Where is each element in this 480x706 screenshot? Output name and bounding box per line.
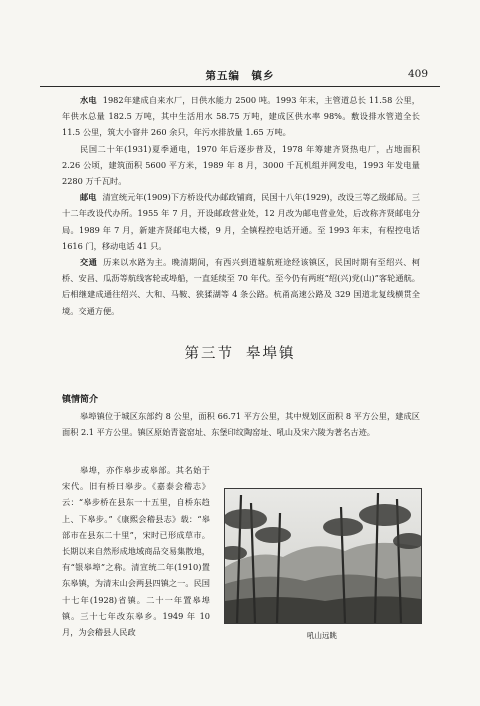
top-paragraphs: [62, 92, 420, 319]
landscape-photo: [224, 488, 422, 624]
paragraph-transport: [62, 254, 420, 319]
paragraph-text: 民国二十年(1931)夏季通电，1970 年后逐步普及，1978 年筹建齐贤热电厂，占地面积 2.26 公顷，建筑面积 5600 平方米，1989 年 8 月，3000 千瓦机组并网发电，1993 年发电量 2280 万千瓦时。: [62, 143, 420, 187]
section-title: [0, 342, 480, 363]
page-number: 409: [407, 68, 428, 80]
history-paragraph: 皋埠，亦作皋步或皋部。其名始于宋代。旧有桥曰皋步。《嘉泰会稽志》云：“皋步桥在县东一十五里，自桥东趋上、下皋步。”《康熙会稽县志》载：“皋部市在县东二十里”，宋时已形成草市。长期以来自然形成地域商品交易集散地，有“银皋埠”之称。清宣统二年(1910)置东皋镇，为清末山会两县四镇之一。民国十七年(1928)省镇。二十一年置皋埠镇。三十七年改东皋乡。1949 年 10 月，为会稽县人民政: [62, 465, 210, 638]
sub-heading: 镇情简介: [62, 395, 99, 405]
intro-block: [62, 408, 420, 440]
running-header: [40, 68, 440, 84]
paragraph-power: [62, 141, 420, 190]
paragraph-lead: 交通: [80, 257, 98, 268]
paragraph-water: [62, 92, 420, 141]
header-rule: [40, 86, 440, 87]
history-block: [62, 462, 210, 640]
intro-paragraph: 皋埠镇位于城区东部约 8 公里，面积 66.71 平方公里，其中规划区面积 8 平方公里，建成区面积 2.1 平方公里。镇区原始青瓷窑址、东堡印纹陶窑址、吼山及宋六陵为著名古迹。: [62, 411, 420, 438]
chapter-title: 第五编 镇乡: [205, 70, 275, 82]
paragraph-text: 清宣统元年(1909)下方桥设代办邮政铺商，民国十八年(1929)，改设三等乙级邮局。三十二年改设代办所。1955 年 7 月，开设邮政营业处，12 月改为邮电营业处，后改称齐贤邮电分局。1989 年 7 月，新建齐贤邮电大楼，9 月，全镇程控电话开通。至 1993 年末，有程控电话 1616 门，移动电话 41 只。: [62, 192, 420, 251]
paragraph-lead: 邮电: [80, 192, 97, 203]
paragraph-text: 历来以水路为主。晚清期间，有西兴到道墟航班途经该镇区，民国时期有至绍兴、柯桥、安昌、瓜沥等航线客轮或埠船，一直延续至 70 年代。至今仍有两班“绍(兴)党(山)”客轮通航。后相继建成通往绍兴、大和、马鞍、狭猱湖等 4 条公路。杭甬高速公路及 329 国道北复线横贯全境。交通方便。: [62, 257, 420, 316]
paragraph-post: [62, 189, 420, 254]
paragraph-lead: 水电: [80, 95, 97, 105]
section-name: 皋埠镇: [246, 346, 296, 362]
section-number: 第三节: [184, 346, 234, 362]
photo-image: [225, 489, 421, 623]
paragraph-text: 1982年建成自来水厂，日供水能力 2500 吨。1993 年末，主管道总长 11.58 公里，年供水总量 182.5 万吨，其中生活用水 58.75 万吨，建成区供水率 98%。敷设排水管道全长 11.5 公里，筑大小窨井 260 余只，年污水排放量 1.65 万吨。: [62, 95, 420, 138]
photo-caption: 吼山远眺: [307, 631, 337, 640]
